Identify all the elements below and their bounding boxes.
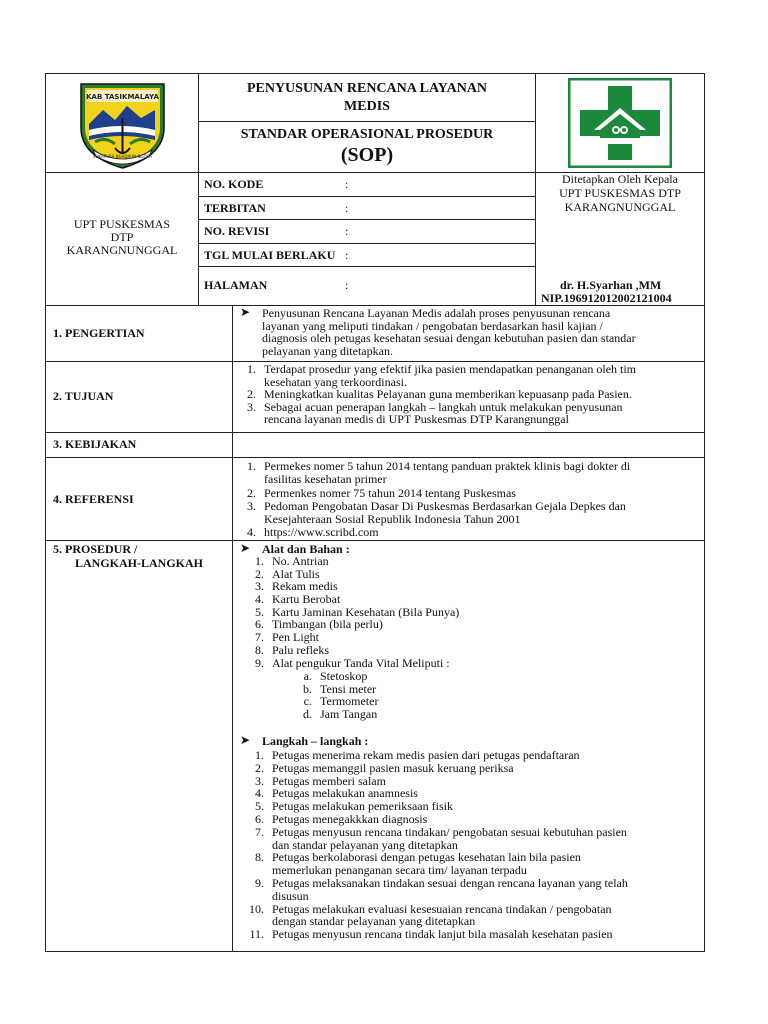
divider xyxy=(198,243,535,244)
field-halaman-sep: : xyxy=(345,278,349,292)
section-referensi-label: 4. REFERENSI xyxy=(53,492,134,506)
list-item: dan standar pelayanan yang ditetapkan xyxy=(272,837,458,852)
table-border-right xyxy=(704,73,705,952)
list-item: memerlukan penanganan secara tim/ layanan terpadu xyxy=(272,863,527,878)
list-item: 1. Petugas menerima rekam medis pasien dari petugas pendaftaran xyxy=(255,748,580,762)
approval-name: dr. H.Syarhan ,MM xyxy=(560,278,662,292)
list-item[interactable]: 4. https://www.scribd.com xyxy=(247,525,379,540)
list-item: 4. Kartu Berobat xyxy=(255,592,341,607)
list-item: Kesejahteraan Sosial Republik Indonesia Tahun 2001 xyxy=(264,512,521,527)
list-item: dengan standar pelayanan yang ditetapkan xyxy=(272,914,476,929)
list-item: 1. No. Antrian xyxy=(255,554,329,568)
list-item: disusun xyxy=(272,888,309,903)
table-border-top xyxy=(45,73,705,74)
list-item: 6. Timbangan (bila perlu) xyxy=(255,617,383,632)
table-border-left xyxy=(45,73,46,952)
approval-block: Ditetapkan Oleh Kepala UPT PUSKESMAS DTP KARANGNUNGGAL xyxy=(559,172,681,214)
divider xyxy=(45,432,705,433)
arrow-bullet-icon: ➤ xyxy=(240,305,251,319)
arrow-bullet-icon: ➤ xyxy=(240,541,251,555)
list-item: 2. Petugas memanggil pasien masuk keruang periksa xyxy=(255,760,514,775)
list-item: 2. Meningkatkan kualitas Pelayanan guna memberikan kepuasanp pada Pasien. xyxy=(247,387,632,402)
field-tgl-label: TGL MULAI BERLAKU xyxy=(204,248,336,262)
svg-text:KAB TASIKMALAYA: KAB TASIKMALAYA xyxy=(86,93,159,101)
list-item: 8. Petugas berkolaborasi dengan petugas kesehatan lain bila pasien xyxy=(255,850,581,865)
langkah-list xyxy=(244,749,694,941)
divider xyxy=(45,540,705,541)
field-terbitan-label: TERBITAN xyxy=(204,201,266,215)
list-item: 1. Terdapat prosedur yang efektif jika pasien mendapatkan penanganan oleh tim xyxy=(247,362,637,376)
list-item: 2. Permenkes nomer 75 tahun 2014 tentang Puskesmas xyxy=(247,485,516,500)
field-no-revisi-label: NO. REVISI xyxy=(204,224,270,238)
divider xyxy=(198,196,535,197)
divider xyxy=(198,121,535,122)
list-item: d. Jam Tangan xyxy=(303,707,378,722)
kabupaten-logo xyxy=(75,78,170,170)
referensi-list xyxy=(236,460,696,540)
list-item: 7. Petugas menyusun rencana tindakan/ pengobatan sesuai kebutuhan pasien xyxy=(255,824,627,839)
list-item: b. Tensi meter xyxy=(303,681,377,696)
arrow-bullet-icon: ➤ xyxy=(240,733,251,747)
field-terbitan-sep: : xyxy=(345,201,349,215)
list-item: 6. Petugas menegakkkan diagnosis xyxy=(255,811,428,826)
list-item: fasilitas kesehatan primer xyxy=(264,472,387,487)
sop-title: PENYUSUNAN RENCANA LAYANAN MEDIS xyxy=(246,81,488,114)
list-item: 3. Rekam medis xyxy=(255,579,338,594)
org-name: UPT PUSKESMAS DTP KARANGNUNGGAL xyxy=(66,217,178,257)
list-item: 9. Petugas melaksanakan tindakan sesuai dengan rencana layanan yang telah xyxy=(255,875,628,890)
table-border-bottom xyxy=(45,951,705,952)
list-item: 5. Petugas melakukan pemeriksaan fisik xyxy=(255,799,453,814)
divider xyxy=(198,219,535,220)
field-tgl-sep: : xyxy=(345,248,349,262)
section-tujuan-label: 2. TUJUAN xyxy=(53,389,114,403)
tujuan-list xyxy=(236,363,696,426)
vital-list xyxy=(292,670,592,721)
langkah-heading: Langkah – langkah : xyxy=(262,734,369,748)
section-kebijakan-label: 3. KEBIJAKAN xyxy=(53,437,137,451)
divider xyxy=(232,305,233,952)
sop-subtitle: STANDAR OPERASIONAL PROSEDUR (SOP) xyxy=(240,127,494,166)
alat-list xyxy=(244,555,684,669)
list-item: 2. Alat Tulis xyxy=(255,566,320,581)
alat-heading: Alat dan Bahan : xyxy=(262,542,350,556)
field-no-kode-sep: : xyxy=(345,177,349,191)
list-item: 7. Pen Light xyxy=(255,630,319,645)
approval-nip: NIP.196912012002121004 xyxy=(541,291,672,305)
divider xyxy=(198,266,535,267)
list-item: 11. Petugas menyusun rencana tindak lanjut bila masalah kesehatan pasien xyxy=(249,927,613,942)
list-item: 8. Palu refleks xyxy=(255,642,329,657)
section-prosedur-label: 5. PROSEDUR / LANGKAH-LANGKAH xyxy=(53,542,204,570)
list-item: 10. Petugas melakukan evaluasi kesesuaian rencana tindakan / pengobatan xyxy=(249,901,612,916)
list-item: 4. Petugas melakukan anamnesis xyxy=(255,786,418,801)
list-item: 3. Sebagai acuan penerapan langkah – langkah untuk melakukan penyusunan xyxy=(247,399,623,414)
list-item: 3. Petugas memberi salam xyxy=(255,773,386,788)
list-item: 3. Pedoman Pengobatan Dasar Di Puskesmas Berdasarkan Gejala Depkes dan xyxy=(247,498,626,513)
pengertian-text: Penyusunan Rencana Layanan Medis adalah proses penyusunan rencana layanan yang meliputi tindakan / pengobatan berdasarkan hasil kajian / diagnosis oleh petugas kesehatan sesuai dengan kebutuhan pasien dan standar pelayanan yang ditetapkan. xyxy=(262,306,636,358)
svg-text:SUKAPURA NGADAUN NGORA: SUKAPURA NGADAUN NGORA xyxy=(92,154,153,159)
field-halaman-label: HALAMAN xyxy=(204,278,268,292)
field-no-kode-label: NO. KODE xyxy=(204,177,264,191)
section-pengertian-label: 1. PENGERTIAN xyxy=(53,326,145,340)
divider xyxy=(45,457,705,458)
list-item: 9. Alat pengukur Tanda Vital Meliputi : xyxy=(255,655,450,670)
list-item: c. Termometer xyxy=(303,694,379,709)
field-no-revisi-sep: : xyxy=(345,224,349,238)
list-item: 5. Kartu Jaminan Kesehatan (Bila Punya) xyxy=(255,604,460,619)
list-item: kesehatan yang terkoordinasi. xyxy=(264,374,407,389)
list-item: a. Stetoskop xyxy=(303,669,368,683)
puskesmas-cross-icon xyxy=(568,78,672,168)
list-item: 1. Permekes nomer 5 tahun 2014 tentang panduan praktek klinis bagi dokter di xyxy=(247,459,631,473)
list-item: rencana layanan medis di UPT Puskesmas DTP Karangnunggal xyxy=(264,412,569,427)
